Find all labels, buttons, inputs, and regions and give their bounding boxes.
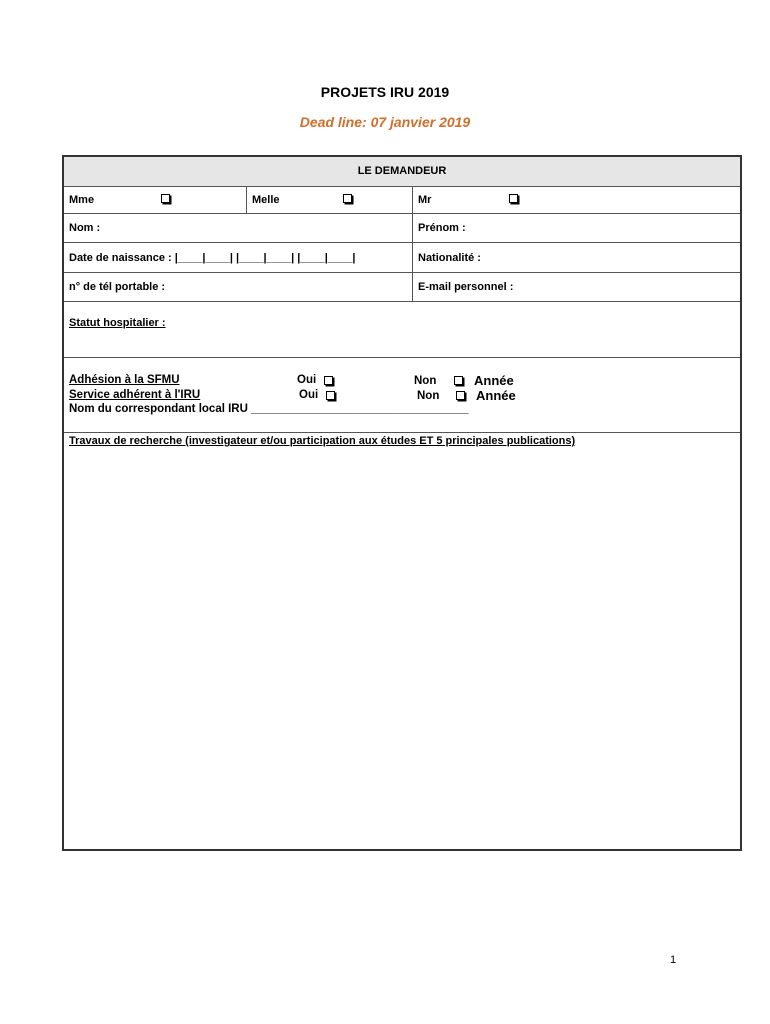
sfmu-annee-label: Année: [474, 373, 514, 388]
prenom-cell[interactable]: [413, 214, 740, 242]
statut-label: Statut hospitalier :: [69, 317, 166, 329]
travaux-label: Travaux de recherche (investigateur et/ou participation aux études ET 5 principales publications): [69, 435, 576, 447]
melle-label: Melle: [252, 194, 280, 206]
service-iru-label: Service adhérent à l'IRU: [69, 389, 201, 401]
iru-oui-checkbox[interactable]: [326, 391, 335, 400]
nom-label: Nom :: [69, 222, 101, 234]
correspondant-label[interactable]: Nom du correspondant local IRU __________________________________: [69, 403, 469, 415]
name-row: [64, 214, 740, 243]
page-title: PROJETS IRU 2019: [320, 84, 450, 100]
email-cell[interactable]: [413, 273, 740, 301]
demandeur-form: [62, 155, 742, 851]
deadline-text: Dead line: 07 janvier 2019: [299, 114, 471, 130]
tel-label: n° de tél portable :: [69, 281, 166, 293]
nom-cell[interactable]: [64, 214, 413, 242]
form-header-label: LE DEMANDEUR: [357, 165, 447, 177]
date-naissance-cell[interactable]: [64, 243, 413, 272]
civility-row: [64, 187, 740, 214]
sfmu-non-label: Non: [414, 375, 437, 387]
birth-row: [64, 243, 740, 273]
mme-cell: [64, 187, 247, 213]
sfmu-oui-checkbox[interactable]: [324, 376, 333, 385]
statut-row: [64, 302, 740, 358]
mr-cell: [413, 187, 740, 213]
page-number: 1: [670, 954, 677, 966]
form-header: [64, 157, 740, 187]
iru-non-label: Non: [417, 390, 440, 402]
sfmu-oui-label: Oui: [297, 374, 317, 386]
mr-checkbox[interactable]: [509, 194, 518, 203]
date-naissance-label: Date de naissance : |____|____| |____|____| |____|____|: [69, 252, 356, 264]
mme-checkbox[interactable]: [161, 194, 170, 203]
melle-cell: [247, 187, 413, 213]
prenom-label: Prénom :: [418, 222, 466, 234]
sfmu-non-checkbox[interactable]: [454, 376, 463, 385]
iru-annee-label: Année: [476, 388, 516, 403]
iru-oui-label: Oui: [299, 389, 319, 401]
iru-non-checkbox[interactable]: [456, 391, 465, 400]
email-label: E-mail personnel :: [418, 281, 514, 293]
adhesion-row: [64, 358, 740, 433]
nationalite-label: Nationalité :: [418, 252, 481, 264]
travaux-section[interactable]: [64, 433, 740, 849]
statut-cell[interactable]: [64, 302, 740, 357]
nationalite-cell[interactable]: [413, 243, 740, 272]
mme-label: Mme: [69, 194, 95, 206]
tel-cell[interactable]: [64, 273, 413, 301]
contact-row: [64, 273, 740, 302]
adhesion-sfmu-label: Adhésion à la SFMU: [69, 374, 180, 386]
mr-label: Mr: [418, 194, 432, 206]
melle-checkbox[interactable]: [343, 194, 352, 203]
